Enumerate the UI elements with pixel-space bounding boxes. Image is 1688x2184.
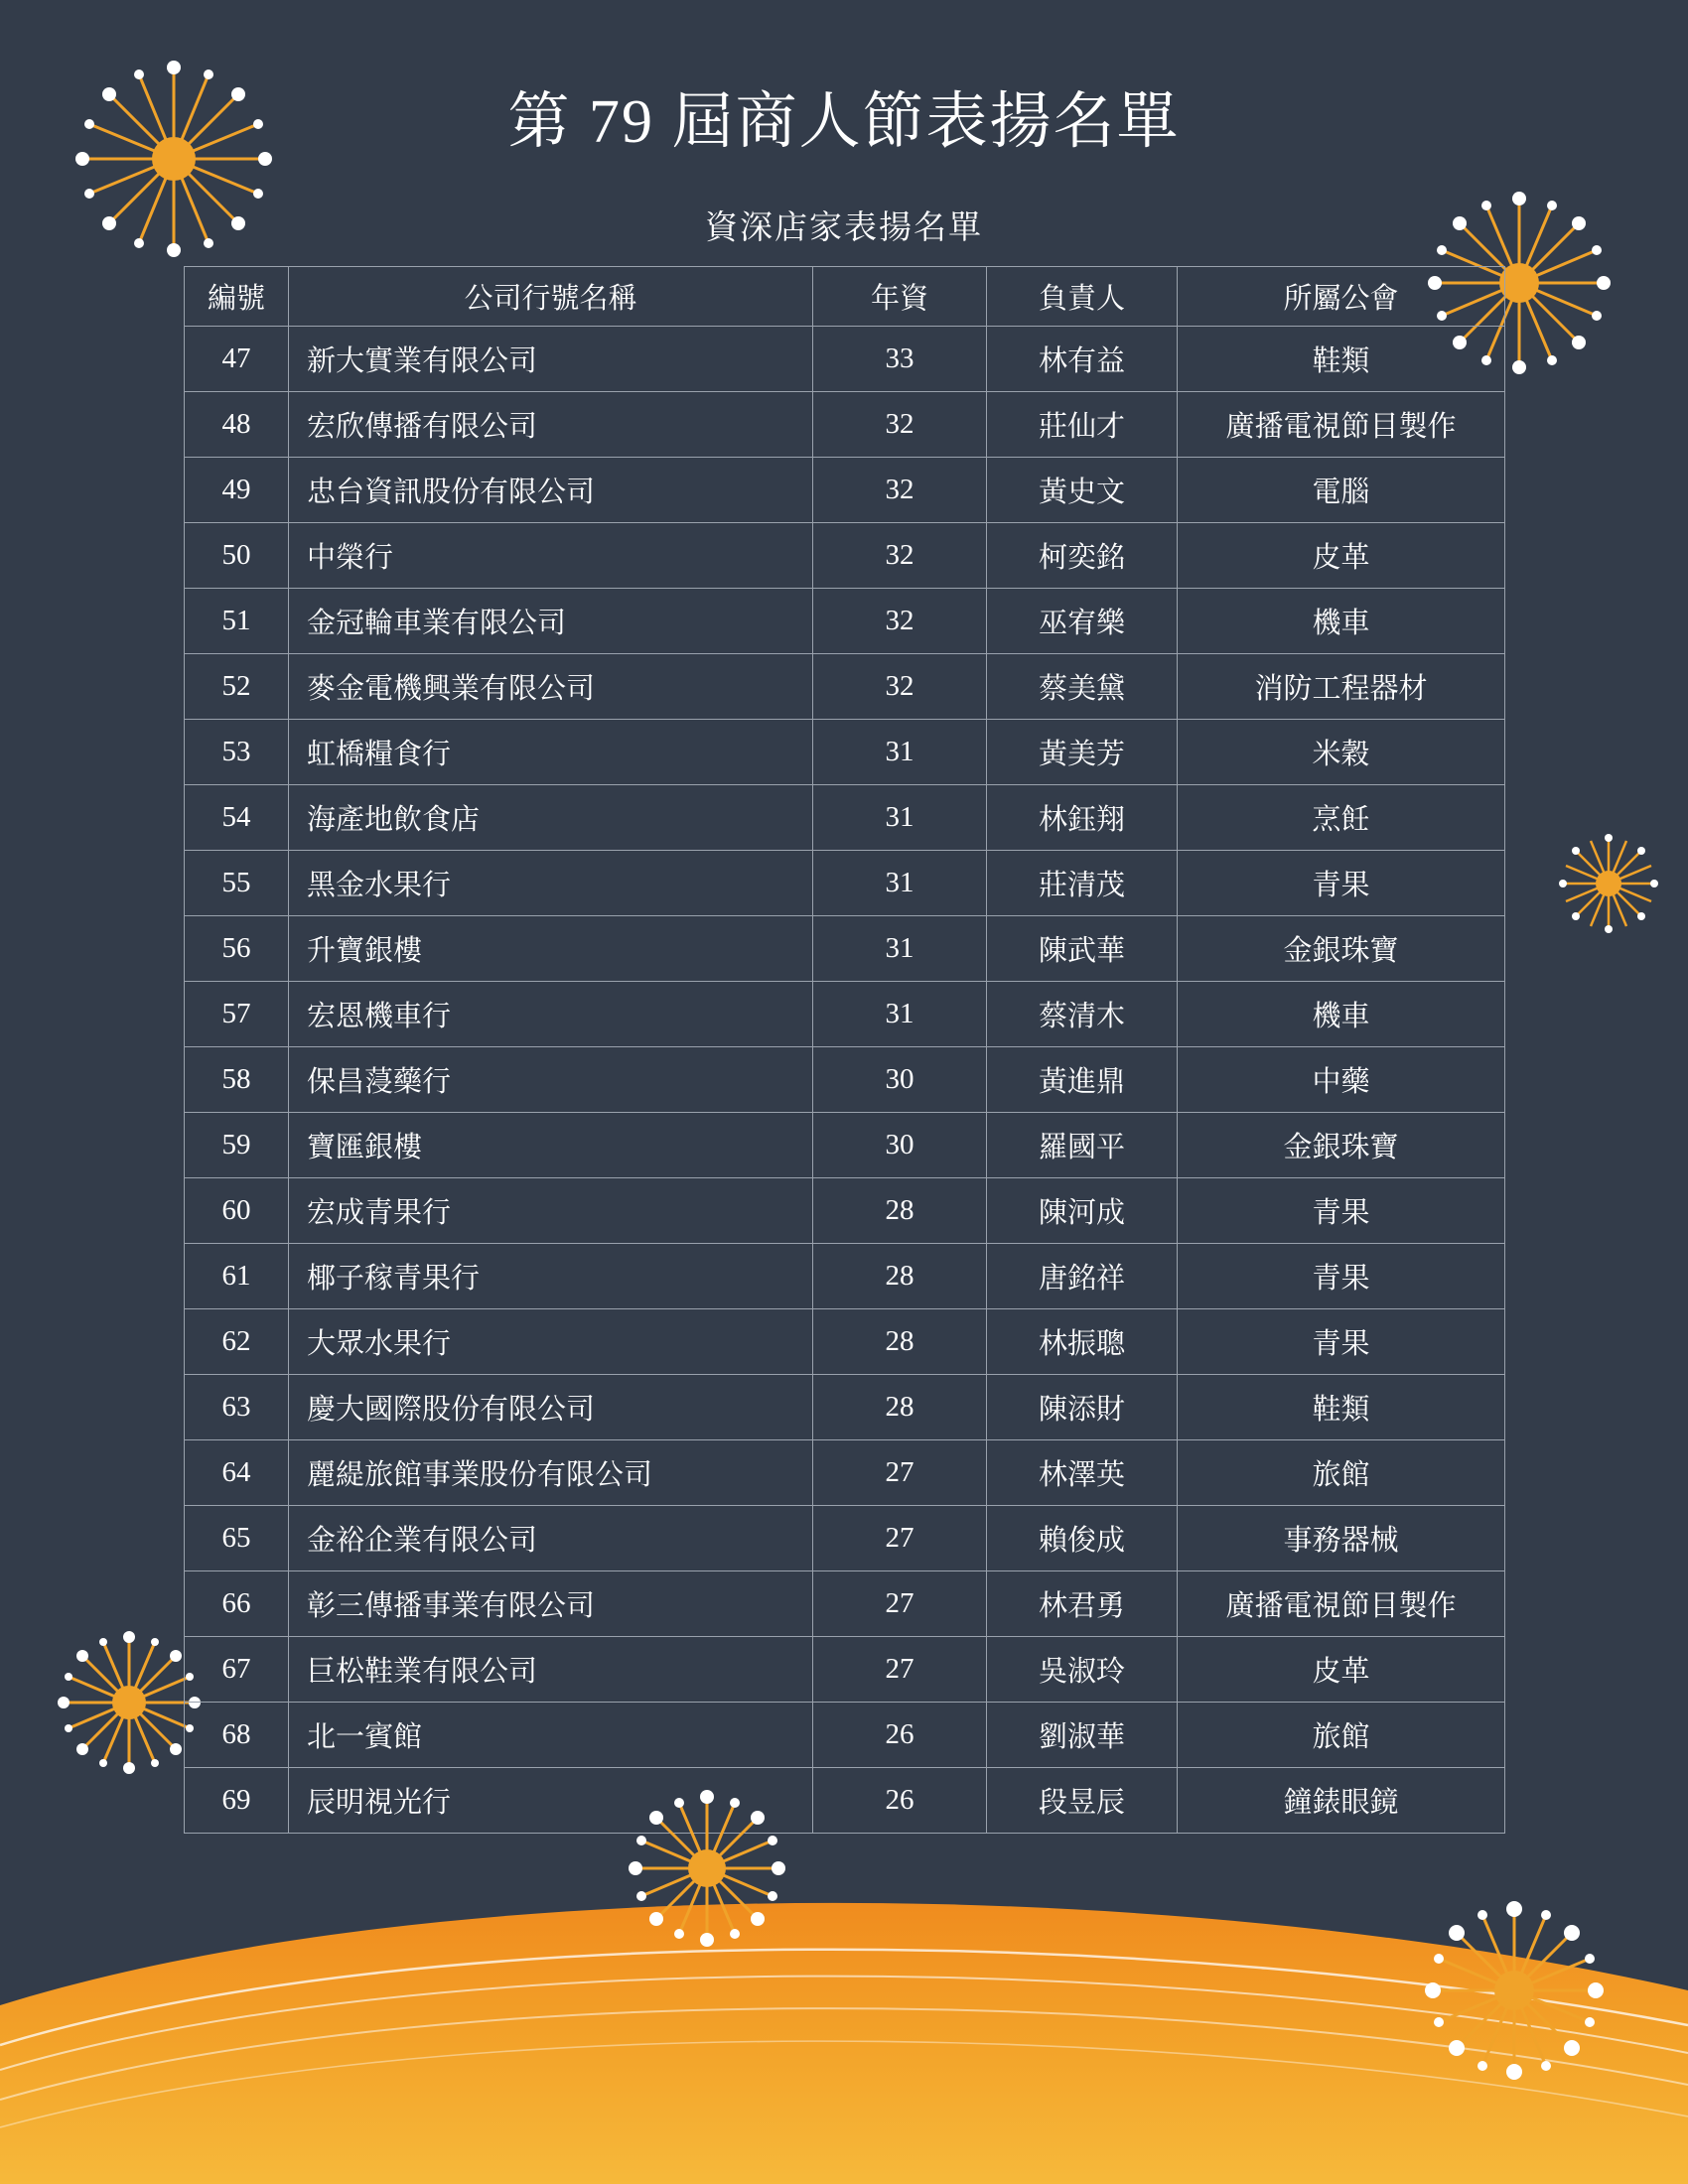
table-header-row — [185, 267, 1505, 327]
cell-owner: 唐銘祥 — [987, 1244, 1178, 1309]
cell-id: 61 — [185, 1244, 289, 1309]
cell-owner: 段昱辰 — [987, 1768, 1178, 1834]
cell-company: 海產地飲食店 — [289, 785, 813, 851]
cell-years: 33 — [813, 327, 987, 392]
table-row — [185, 1506, 1505, 1571]
cell-id: 51 — [185, 589, 289, 654]
cell-years: 27 — [813, 1440, 987, 1506]
table-row — [185, 392, 1505, 458]
cell-owner: 陳河成 — [987, 1178, 1178, 1244]
column-header-years: 年資 — [813, 267, 987, 327]
cell-owner: 林鈺翔 — [987, 785, 1178, 851]
cell-company: 金冠輪車業有限公司 — [289, 589, 813, 654]
cell-guild: 鞋類 — [1178, 327, 1505, 392]
cell-id: 50 — [185, 523, 289, 589]
cell-id: 62 — [185, 1309, 289, 1375]
cell-id: 67 — [185, 1637, 289, 1703]
table-row — [185, 1637, 1505, 1703]
cell-company: 黑金水果行 — [289, 851, 813, 916]
cell-owner: 林君勇 — [987, 1571, 1178, 1637]
cell-id: 54 — [185, 785, 289, 851]
cell-guild: 鞋類 — [1178, 1375, 1505, 1440]
cell-id: 64 — [185, 1440, 289, 1506]
cell-company: 椰子稼青果行 — [289, 1244, 813, 1309]
cell-company: 中榮行 — [289, 523, 813, 589]
cell-guild: 中藥 — [1178, 1047, 1505, 1113]
cell-id: 60 — [185, 1178, 289, 1244]
table-row — [185, 1768, 1505, 1834]
cell-company: 慶大國際股份有限公司 — [289, 1375, 813, 1440]
cell-years: 26 — [813, 1768, 987, 1834]
cell-years: 31 — [813, 916, 987, 982]
cell-owner: 黃美芳 — [987, 720, 1178, 785]
cell-owner: 黃進鼎 — [987, 1047, 1178, 1113]
column-header-guild: 所屬公會 — [1178, 267, 1505, 327]
cell-years: 31 — [813, 982, 987, 1047]
cell-owner: 林有益 — [987, 327, 1178, 392]
cell-years: 31 — [813, 720, 987, 785]
cell-id: 52 — [185, 654, 289, 720]
table-row — [185, 589, 1505, 654]
cell-id: 68 — [185, 1703, 289, 1768]
cell-owner: 蔡美黛 — [987, 654, 1178, 720]
cell-guild: 消防工程器材 — [1178, 654, 1505, 720]
cell-owner: 劉淑華 — [987, 1703, 1178, 1768]
table-body — [185, 327, 1505, 1834]
firework-icon — [1410, 1886, 1618, 2095]
page-title: 第 79 屆商人節表揚名單 — [507, 88, 1181, 156]
cell-guild: 青果 — [1178, 1178, 1505, 1244]
cell-id: 59 — [185, 1113, 289, 1178]
table-row — [185, 1047, 1505, 1113]
cell-id: 48 — [185, 392, 289, 458]
cell-guild: 廣播電視節目製作 — [1178, 392, 1505, 458]
cell-owner: 巫宥樂 — [987, 589, 1178, 654]
table-row — [185, 523, 1505, 589]
cell-company: 宏恩機車行 — [289, 982, 813, 1047]
table-row — [185, 982, 1505, 1047]
cell-years: 28 — [813, 1309, 987, 1375]
firework-icon — [1549, 824, 1668, 943]
cell-company: 北一賓館 — [289, 1703, 813, 1768]
cell-owner: 賴俊成 — [987, 1506, 1178, 1571]
orange-swoosh-decoration — [0, 1886, 1688, 2184]
cell-years: 32 — [813, 392, 987, 458]
table-row — [185, 1309, 1505, 1375]
cell-guild: 青果 — [1178, 1309, 1505, 1375]
cell-company: 大眾水果行 — [289, 1309, 813, 1375]
cell-id: 63 — [185, 1375, 289, 1440]
page-subtitle: 資深店家表揚名單 — [705, 210, 983, 246]
table-row — [185, 720, 1505, 785]
cell-years: 32 — [813, 654, 987, 720]
honorees-table-container — [184, 266, 1504, 1834]
column-header-id: 編號 — [185, 267, 289, 327]
cell-years: 30 — [813, 1047, 987, 1113]
cell-owner: 黃史文 — [987, 458, 1178, 523]
cell-company: 麥金電機興業有限公司 — [289, 654, 813, 720]
cell-owner: 林澤英 — [987, 1440, 1178, 1506]
table-row — [185, 1703, 1505, 1768]
cell-owner: 林振聰 — [987, 1309, 1178, 1375]
column-header-company: 公司行號名稱 — [289, 267, 813, 327]
cell-id: 58 — [185, 1047, 289, 1113]
cell-id: 55 — [185, 851, 289, 916]
cell-guild: 米穀 — [1178, 720, 1505, 785]
cell-years: 32 — [813, 458, 987, 523]
cell-owner: 吳淑玲 — [987, 1637, 1178, 1703]
cell-guild: 事務器械 — [1178, 1506, 1505, 1571]
cell-id: 49 — [185, 458, 289, 523]
table-row — [185, 654, 1505, 720]
cell-id: 69 — [185, 1768, 289, 1834]
cell-years: 27 — [813, 1506, 987, 1571]
cell-guild: 旅館 — [1178, 1440, 1505, 1506]
cell-company: 寶匯銀樓 — [289, 1113, 813, 1178]
cell-years: 28 — [813, 1375, 987, 1440]
cell-guild: 烹飪 — [1178, 785, 1505, 851]
table-row — [185, 1375, 1505, 1440]
cell-owner: 陳添財 — [987, 1375, 1178, 1440]
cell-years: 26 — [813, 1703, 987, 1768]
table-row — [185, 327, 1505, 392]
cell-years: 30 — [813, 1113, 987, 1178]
cell-years: 32 — [813, 589, 987, 654]
cell-guild: 廣播電視節目製作 — [1178, 1571, 1505, 1637]
cell-guild: 金銀珠寶 — [1178, 916, 1505, 982]
column-header-owner: 負責人 — [987, 267, 1178, 327]
cell-guild: 皮革 — [1178, 523, 1505, 589]
cell-owner: 陳武華 — [987, 916, 1178, 982]
cell-company: 金裕企業有限公司 — [289, 1506, 813, 1571]
cell-guild: 皮革 — [1178, 1637, 1505, 1703]
cell-guild: 旅館 — [1178, 1703, 1505, 1768]
cell-id: 53 — [185, 720, 289, 785]
table-row — [185, 458, 1505, 523]
table-row — [185, 1571, 1505, 1637]
cell-years: 28 — [813, 1244, 987, 1309]
table-row — [185, 1244, 1505, 1309]
cell-years: 31 — [813, 785, 987, 851]
cell-company: 彰三傳播事業有限公司 — [289, 1571, 813, 1637]
cell-guild: 青果 — [1178, 1244, 1505, 1309]
table-row — [185, 851, 1505, 916]
cell-years: 27 — [813, 1637, 987, 1703]
table-row — [185, 1440, 1505, 1506]
cell-guild: 機車 — [1178, 982, 1505, 1047]
cell-company: 忠台資訊股份有限公司 — [289, 458, 813, 523]
cell-company: 麗緹旅館事業股份有限公司 — [289, 1440, 813, 1506]
cell-id: 65 — [185, 1506, 289, 1571]
cell-owner: 羅國平 — [987, 1113, 1178, 1178]
honorees-table — [184, 266, 1505, 1834]
table-row — [185, 916, 1505, 982]
cell-company: 宏欣傳播有限公司 — [289, 392, 813, 458]
cell-id: 57 — [185, 982, 289, 1047]
cell-company: 保昌蓡藥行 — [289, 1047, 813, 1113]
cell-owner: 莊清茂 — [987, 851, 1178, 916]
cell-owner: 蔡清木 — [987, 982, 1178, 1047]
cell-company: 新大實業有限公司 — [289, 327, 813, 392]
cell-company: 虹橋糧食行 — [289, 720, 813, 785]
cell-guild: 機車 — [1178, 589, 1505, 654]
table-row — [185, 785, 1505, 851]
cell-years: 27 — [813, 1571, 987, 1637]
cell-id: 56 — [185, 916, 289, 982]
cell-guild: 金銀珠寶 — [1178, 1113, 1505, 1178]
cell-company: 宏成青果行 — [289, 1178, 813, 1244]
cell-owner: 柯奕銘 — [987, 523, 1178, 589]
table-row — [185, 1178, 1505, 1244]
cell-id: 47 — [185, 327, 289, 392]
table-row — [185, 1113, 1505, 1178]
cell-years: 32 — [813, 523, 987, 589]
cell-id: 66 — [185, 1571, 289, 1637]
cell-years: 28 — [813, 1178, 987, 1244]
cell-guild: 青果 — [1178, 851, 1505, 916]
cell-guild: 鐘錶眼鏡 — [1178, 1768, 1505, 1834]
cell-guild: 電腦 — [1178, 458, 1505, 523]
table-header — [185, 267, 1505, 327]
cell-owner: 莊仙才 — [987, 392, 1178, 458]
cell-years: 31 — [813, 851, 987, 916]
cell-company: 辰明視光行 — [289, 1768, 813, 1834]
cell-company: 巨松鞋業有限公司 — [289, 1637, 813, 1703]
cell-company: 升寶銀樓 — [289, 916, 813, 982]
